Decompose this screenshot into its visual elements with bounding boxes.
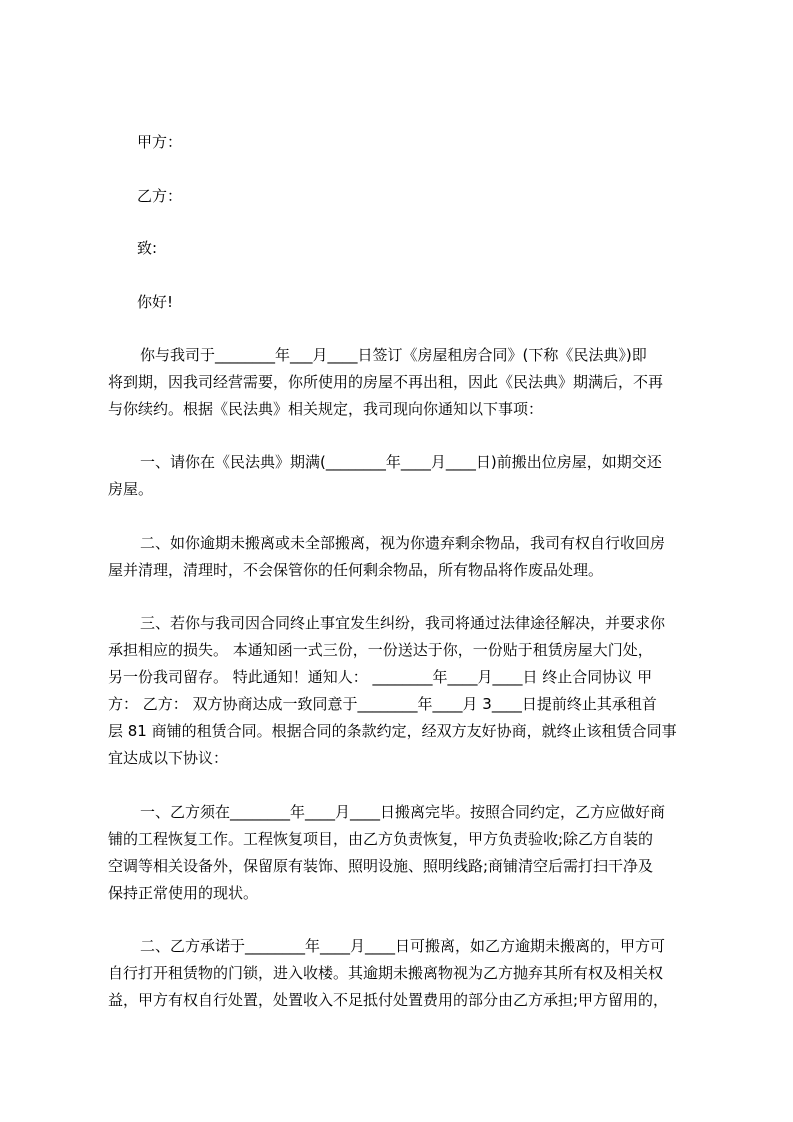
paragraph-line: 另一份我司留存。 特此通知！通知人： ________年____月____日 终止合同协议 甲 <box>108 668 653 686</box>
to-label: 致: <box>137 239 158 257</box>
paragraph-line: 益，甲方有权自行处置，处置收入不足抵付处置费用的部分由乙方承担;甲方留用的， <box>108 991 669 1009</box>
paragraph-line: 二、乙方承诺于________年____月____日可搬离，如乙方逾期未搬离的，甲方可 <box>140 937 666 955</box>
paragraph-line: 自行打开租赁物的门锁，进入收楼。其逾期未搬离物视为乙方抛弃其所有权及相关权 <box>108 964 664 982</box>
paragraph-line: 你与我司于________年___月____日签订《房屋租房合同》(下称《民法典》)即 <box>140 346 647 364</box>
paragraph-line: 二、如你逾期未搬离或未全部搬离，视为你遗弃剩余物品，我司有权自行收回房 <box>140 534 666 552</box>
paragraph-line: 方： 乙方： 双方协商达成一致同意于________年____月 3____日提前终止其承租首 <box>108 695 657 713</box>
party-a-label: 甲方： <box>137 133 183 151</box>
paragraph-line: 屋并清理，清理时，不会保管你的任何剩余物品，所有物品将作废品处理。 <box>108 561 604 579</box>
party-b-label: 乙方： <box>137 187 183 205</box>
paragraph-line: 空调等相关设备外，保留原有装饰、照明设施、照明线路;商铺清空后需打扫干净及 <box>108 857 654 875</box>
greeting: 你好! <box>137 293 174 311</box>
paragraph-line: 三、若你与我司因合同终止事宜发生纠纷，我司将通过法律途径解决，并要求你 <box>140 614 666 632</box>
paragraph-line: 房屋。 <box>108 480 154 498</box>
paragraph-line: 承担相应的损失。 本通知函一式三份，一份送达于你，一份贴于租赁房屋大门处， <box>108 641 653 659</box>
paragraph-line: 层 81 商铺的租赁合同。根据合同的条款约定，经双方友好协商，就终止该租赁合同事 <box>108 722 677 740</box>
paragraph-line: 将到期，因我司经营需要，你所使用的房屋不再出租，因此《民法典》期满后，不再 <box>108 373 664 391</box>
paragraph-line: 保持正常使用的现状。 <box>108 884 259 902</box>
paragraph-line: 一、乙方须在________年____月____日搬离完毕。按照合同约定，乙方应做好商 <box>140 803 666 821</box>
paragraph-line: 宜达成以下协议： <box>108 749 229 767</box>
paragraph-line: 铺的工程恢复工作。工程恢复项目，由乙方负责恢复，甲方负责验收;除乙方自装的 <box>108 830 654 848</box>
paragraph-line: 一、请你在《民法典》期满(________年____月____日)前搬出位房屋，如期交还 <box>140 453 662 471</box>
paragraph-line: 与你续约。根据《民法典》相关规定，我司现向你通知以下事项： <box>108 400 544 418</box>
